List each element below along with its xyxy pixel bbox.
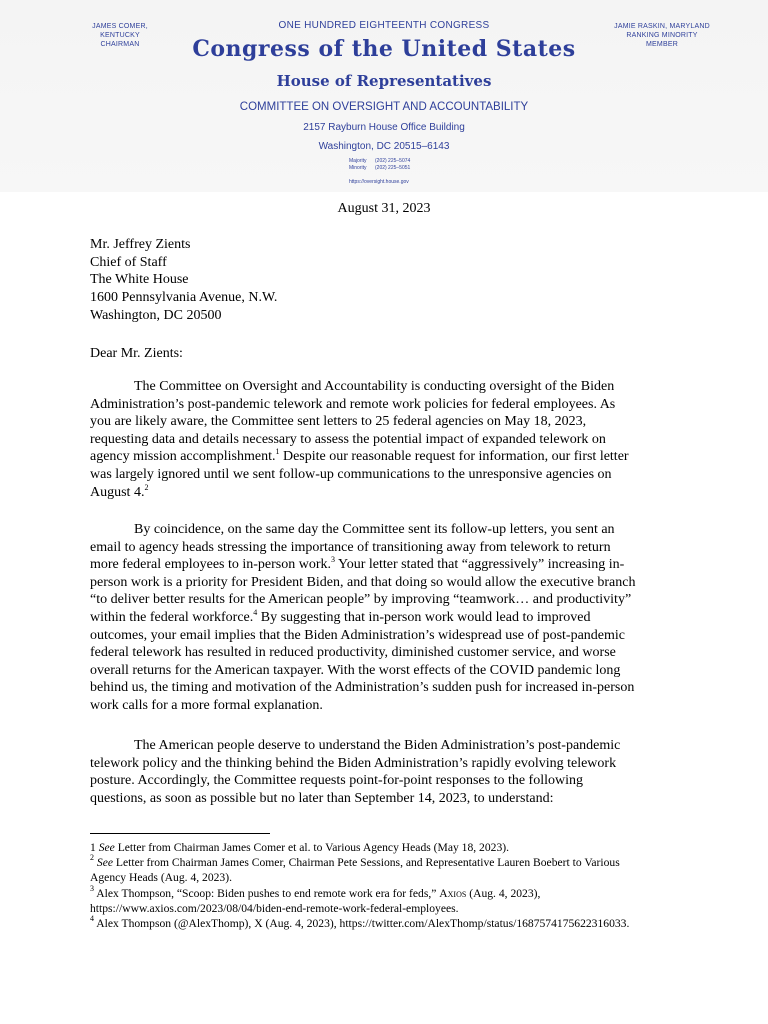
minority-label: Minority [349, 165, 367, 171]
website-link[interactable]: https://oversight.house.gov [349, 179, 409, 185]
recipient-line: Washington, DC 20500 [90, 307, 222, 323]
footnote-number: 2 [90, 853, 94, 863]
footnote-2 [90, 855, 690, 870]
footnote-link[interactable]: https://www.axios.com/2023/08/04/biden-end-remote-work-federal-employees. [90, 901, 459, 915]
chairman-title: CHAIRMAN [100, 41, 140, 48]
paragraph-line: you are likely aware, the Committee sent letters to 25 federal agencies on May 18, 2023, [90, 414, 587, 430]
congress-title: Congress of the United States [192, 36, 576, 62]
paragraph-line: outcomes, your email implies that the Biden Administration’s widespread use of post-pandemic [90, 627, 626, 643]
paragraph-text: By suggesting that in-person work would lead to improved [257, 609, 591, 625]
paragraph-line: was largely ignored until we sent follow-up communications to the unresponsive agencies on [90, 466, 612, 482]
paragraph-line: By coincidence, on the same day the Committee sent its follow-up letters, you sent an [134, 522, 615, 537]
paragraph-text: Despite our reasonable request for information, our first letter [279, 449, 629, 465]
congress-number: ONE HUNDRED EIGHTEENTH CONGRESS [278, 20, 490, 31]
paragraph-text: within the federal workforce. [90, 609, 254, 625]
footnote-number: 4 [90, 914, 94, 924]
recipient-address [90, 236, 277, 325]
footnote-text: Letter from Chairman James Comer et al. to Various Agency Heads (May 18, 2023). [114, 841, 509, 854]
footnote-ref-3[interactable]: 3 [331, 555, 336, 565]
paragraph-line: posture. Accordingly, the Committee requests point-for-point responses to the following [90, 773, 584, 789]
paragraph-line [90, 609, 682, 627]
footnote-ref-1[interactable]: 1 [275, 447, 280, 457]
paragraph-line: requesting data and details necessary to assess the potential impact of expanded telework on [90, 431, 606, 447]
paragraph-text: August 4. [90, 484, 145, 500]
chairman-name: JAMES COMER, KENTUCKY [92, 23, 148, 39]
paragraph-line: The American people deserve to understand the Biden Administration’s post-pandemic [134, 738, 621, 753]
paragraph-text: Your letter stated that “aggressively” increasing in- [335, 557, 625, 573]
footnote-text: (Aug. 4, 2023), [466, 886, 541, 900]
salutation: Dear Mr. Zients: [90, 346, 183, 361]
letter-date: August 31, 2023 [337, 201, 431, 216]
minority-phone: (202) 225–5051 [375, 165, 411, 171]
body-paragraph-3 [90, 737, 682, 807]
committee-name: COMMITTEE ON OVERSIGHT AND ACCOUNTABILITY [239, 101, 529, 113]
footnote-text: Alex Thompson (@AlexThomp), X (Aug. 4, 2023), https://twitter.com/AlexThomp/status/1687574175622316033. [94, 917, 630, 931]
footnote-number: 1 [90, 841, 96, 854]
city-zip: Washington, DC 20515–6143 [318, 141, 450, 152]
house-title: House of Representatives [276, 72, 492, 90]
paragraph-line: behind us, the timing and motivation of the Administration’s sudden push for increased in-person [90, 680, 635, 696]
citation-signal: See [96, 856, 113, 870]
paragraph-line [90, 556, 682, 574]
footnote-text: Alex Thompson, “Scoop: Biden pushes to end remote work era for feds,” [94, 886, 440, 900]
citation-signal: See [98, 841, 115, 854]
phone-numbers [349, 158, 410, 172]
paragraph-line: “to deliver better results for the American people” by improving “teamwork… and productivity” [90, 592, 632, 608]
majority-label: Majority [349, 158, 367, 164]
footnote-text: Letter from Chairman James Comer, Chairman Pete Sessions, and Representative Lauren Boebert to Various [113, 856, 620, 870]
recipient-line: The White House [90, 272, 189, 288]
footnote-4 [90, 916, 690, 931]
footnote-number: 3 [90, 883, 94, 893]
paragraph-line: overall returns for the American taxpayer. With the worst effects of the COVID pandemic long [90, 662, 621, 678]
footnote-ref-4[interactable]: 4 [253, 607, 258, 617]
paragraph-line [90, 484, 682, 502]
recipient-line: Chief of Staff [90, 254, 167, 270]
footnote-ref-2[interactable]: 2 [144, 482, 149, 492]
paragraph-line: person work is a priority for President Biden, and that doing so would allow the executive branch [90, 574, 636, 590]
paragraph-line: telework policy and the thinking behind the Biden Administration’s rapidly evolving telework [90, 755, 617, 771]
publication-name: Axios [439, 886, 467, 900]
footnote-text: Agency Heads (Aug. 4, 2023). [90, 871, 232, 885]
ranking-member-name: JAMIE RASKIN, MARYLAND [614, 23, 710, 30]
paragraph-line: questions, as soon as possible but no later than September 14, 2023, to understand: [90, 790, 554, 806]
paragraph-text: more federal employees to in-person work. [90, 557, 332, 573]
recipient-line: Mr. Jeffrey Zients [90, 237, 191, 252]
footnote-1 [90, 840, 690, 855]
body-paragraph-2 [90, 521, 682, 715]
letterhead [0, 0, 768, 192]
paragraph-line: federal telework has resulted in reduced productivity, diminished customer service, and worse [90, 645, 616, 661]
footnotes [90, 840, 690, 931]
paragraph-line: The Committee on Oversight and Accountability is conducting oversight of the Biden [134, 379, 615, 394]
paragraph-line: work calls for a more formal explanation. [90, 697, 323, 713]
paragraph-line: email to agency heads stressing the importance of transitioning away from telework to return [90, 539, 611, 555]
footnote-3 [90, 883, 690, 901]
majority-phone: (202) 225–5074 [375, 158, 411, 164]
footnote-divider [90, 833, 270, 834]
ranking-member-title: RANKING MINORITY MEMBER [626, 32, 698, 48]
paragraph-line [90, 448, 682, 466]
recipient-line: 1600 Pennsylvania Avenue, N.W. [90, 290, 278, 306]
body-paragraph-1 [90, 378, 682, 501]
paragraph-text: agency mission accomplishment. [90, 449, 276, 465]
office-address: 2157 Rayburn House Office Building [303, 122, 465, 133]
paragraph-line: Administration’s post-pandemic telework and remote work policies for federal employees. As [90, 396, 616, 412]
